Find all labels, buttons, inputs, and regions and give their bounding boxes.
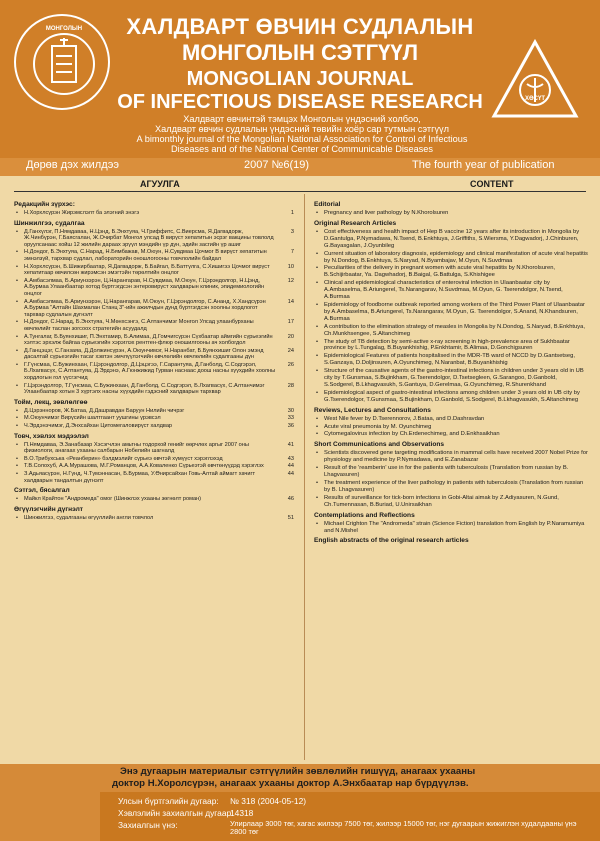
contents-entry bbox=[14, 229, 294, 249]
entry-page-number: 10 bbox=[287, 263, 294, 270]
entry-text: Cytomegalovirus infection by Ch.Erdenechimeg, and D.Enkhsaikhan bbox=[324, 431, 500, 438]
entry-text: Д.Цэрэнноров, Ж.Батаа, Д.Дашравдан Баруун Нилийн чичрэг bbox=[24, 407, 185, 414]
entry-text: Current situation of laboratory diagnosis, epidemiology and clinical manifestation of acute viral hepatitis by N.Dondog, B.Enkhtuya, S.Naryad, N.Byambajav, M.Oyun, N.Suvdmaa bbox=[324, 250, 588, 264]
entry-text: Н.Дондог, Б.Энхтуяа, С.Нарад, Н.Бямбажав, М.Оюун, Н.Сувдмаа Цочмог В вирүст хепатитын эмнэлзүй, тархвар судлал, лабораторийн оношлогооны товчлолийн байдал bbox=[24, 249, 267, 262]
contents-entry bbox=[314, 210, 588, 217]
column-divider bbox=[304, 194, 305, 760]
entry-text: Epidemiology of foodborne outbreak reported among workers of the Third Power Plant of Ulaanbaatar by A.Ambaselma, B.Ariungerel, Ts.Narangarav, M.Oyun, G. Tserendolgor, S.Anand, N.Khandsuren, A.Burmaa bbox=[324, 301, 585, 322]
entry-text: Д.Ганцэцэг, С.Ганзаяа, Д.Должинсүрэн, А.Оюунчимэг, Н.Наранбат, Б.Буянхишиг Олон эмэнд дасалтай сүрьеэгийн тасаг хэвтэн эмчлүүлэгчийн өвчлөлийн өвчлөлийн судалгааны дүн bbox=[24, 347, 264, 361]
entry-page-number: 14 bbox=[287, 298, 294, 305]
contents-section bbox=[314, 201, 588, 217]
contents-entry bbox=[314, 495, 588, 509]
section-title: Тойм, лекц, зөвлөлгөө bbox=[14, 398, 88, 406]
section-title: Сэтгэл, бясалгал bbox=[14, 487, 70, 495]
entry-page-number: 17 bbox=[287, 319, 294, 326]
contents-section bbox=[14, 201, 294, 217]
registration-value: № 318 (2004-05-12) bbox=[230, 796, 307, 806]
entry-page-number: 12 bbox=[287, 277, 294, 284]
entry-text: Michael Crighton The "Andromeda" strain (Science Fiction) translation from English by P.Naramumiya and N.Mishel bbox=[324, 520, 585, 534]
entry-text: А.Тунгалаг, Б.Буянхишиг, П.Энхтамир, Б.Алимаа, Д.Гомчигсүрэн Сүхбаатар аймгийн сүрьеэгийн хэлтэс эрхэлж байгаа сүрьеэгийн хэрэглэх рентген-флюр оношилгооны ач холбогдол bbox=[24, 333, 273, 347]
contents-heading-mn: АГУУЛГА bbox=[140, 179, 180, 189]
entry-text: Clinical and epidemiological characteristics of enteroviral infection in Ulaanbaatar city by A.Ambaselma, B.Ariungerel, Ts.Narangarav, N.Suvdmaa, M.Oyun, G. Tserendolgor, N.Tsend, A.Burmaa bbox=[324, 280, 563, 301]
entry-page-number: 1 bbox=[290, 210, 294, 216]
contents-entry bbox=[314, 265, 588, 279]
entry-page-number: 44 bbox=[287, 463, 294, 470]
entry-text: Т.В.Солохуб, А.А.Мурашова, М.Г.Романцов, А.А.Коваленко Сүрьеэтэй өвчтөнүүдэд хэрэглэх bbox=[24, 463, 264, 470]
contents-entry bbox=[14, 348, 294, 361]
contents-right-column bbox=[314, 198, 588, 545]
price-value: Улирлаар 3000 төг, хагас жилээр 7500 төг, жилээр 15000 төг, нэг дугаарын жижиглэн худалдааны үнэ 2800 төг bbox=[230, 819, 577, 836]
contents-left-column bbox=[14, 198, 294, 521]
section-title: Шинжилгээ, судалгаа bbox=[14, 219, 85, 227]
contents-divider bbox=[14, 191, 586, 192]
section-title: Reviews, Lectures and Consultations bbox=[314, 406, 431, 414]
entry-page-number: 43 bbox=[287, 455, 294, 462]
section-title: Editorial bbox=[314, 201, 341, 208]
cover-header bbox=[0, 0, 600, 158]
contents-heading-en: CONTENT bbox=[470, 179, 514, 189]
entry-text: Acute viral pneumonia by M. Oyunchimeg bbox=[324, 423, 432, 430]
entry-text: Pregnancy and liver pathology by N.Khorolsuren bbox=[324, 210, 449, 216]
contents-entry bbox=[314, 251, 588, 265]
contents-entry bbox=[314, 450, 588, 464]
cover-footer bbox=[0, 764, 600, 841]
contents-entry bbox=[14, 496, 294, 503]
entry-text: Г.Цэрэндолгор, Т.Гүнсмаа, С.Бужинхаан, Д.Ганболд, С.Содгэрэл, Б.Лхагвасүх, С.Алтанчимэг Улаанбаатар хотын 3 хүртэлх насны хүүхдийн гэдэсний халдварын тархвар bbox=[24, 382, 265, 396]
entry-text: Results of surveillance for tick-born infections in Gobi-Altai aimak by Z.Adiyasuren, N.Gund, Ch.Tumennasan, B.Buriad, U.Unirsaikhan bbox=[324, 494, 559, 508]
contents-entry bbox=[314, 229, 588, 250]
contents-entry bbox=[14, 423, 294, 430]
entry-text: З.Адьяасүрэн, Н.Гүнд, Ч.Түмэннасан, Б.Бурмаа, У.Өнирсайхан Говь-Алтай аймагт хачигт халдварын тандалтын дүгнэлт bbox=[24, 471, 256, 484]
entry-text: A contribution to the elimination strategy of measles in Mongolia by N.Dondog, S.Naryad, B.Enkhtuya, Ch.Munkhsengee, S.Altanchimeg bbox=[324, 323, 586, 337]
contents-entry bbox=[14, 463, 294, 470]
title-mongolian-line2: МОНГОЛЫН СЭТГҮҮЛ bbox=[181, 40, 419, 65]
contents-section bbox=[314, 407, 588, 439]
year-right-label: The fourth year of publication bbox=[412, 159, 555, 171]
entry-page-number: 33 bbox=[287, 415, 294, 422]
entry-text: Н.Дондог, С.Нарад, Б.Энхтуяа, Ч.Мөнхсэнгэ, С.Алтанчимэг Монгол Улсад улаанбурханы өвчлөлийг таслан зогсоох стратегийн асуудалд bbox=[24, 319, 254, 332]
entry-text: А.Амбасэлмаа, Б.Ариунзэрэн, Ц.Нарангарав, М.Оюун, Г.Цэрэндолгор, С.Ананд, Х.Хандсүрэн А.Бурмаа "Алтайн Шахмалан Станц 3"-ийн ажилчдын дунд бүртгэгдсэн хоолны хордлогот тархвар судлалын дүгнэлт bbox=[24, 298, 266, 318]
price-label: Захиалгын үнэ: bbox=[118, 820, 178, 830]
registration-label: Улсын бүртгэлийн дугаар: bbox=[118, 796, 219, 806]
entry-page-number: 20 bbox=[287, 333, 294, 340]
entry-text: The treatment experience of the liver pathology in patients with tuberculosis (Translation from russian by B. Lhagvasuren) bbox=[324, 480, 584, 493]
entry-page-number: 28 bbox=[287, 382, 294, 389]
entry-text: Cost effectiveness and health impact of Hep B vaccine 12 years after its introduction in Mongolia by D.Gantulga, P.Nymadawa, N.Tsend, B.Enkhtuya, J.Griffiths, S.Wiersma, Y.Dagwadorj, J.Chinburen, G.Bayasgalan, J.Oyunbileg bbox=[324, 228, 580, 249]
contents-entry bbox=[14, 471, 294, 484]
contents-section bbox=[14, 433, 294, 485]
contents-entry bbox=[314, 324, 588, 338]
contents-section bbox=[14, 506, 294, 522]
entry-page-number: 46 bbox=[287, 496, 294, 503]
contents-section bbox=[314, 537, 588, 545]
contents-entry bbox=[314, 480, 588, 494]
contents-entry bbox=[14, 210, 294, 217]
contents-entry bbox=[14, 415, 294, 422]
entry-text: West Nile fever by D.Tserennorov, J.Bataa, and D.Dashravdan bbox=[324, 415, 485, 422]
contents-entry bbox=[314, 368, 588, 389]
entry-page-number: 44 bbox=[287, 471, 294, 477]
entry-page-number: 30 bbox=[287, 407, 294, 414]
entry-page-number: 24 bbox=[287, 347, 294, 354]
contents-entry bbox=[314, 280, 588, 301]
entry-text: В.О.Трибухська «Реанберин» бэлдмэлийг сүрьеэ өвчтэй хүмүүст хэрэглэхэд bbox=[24, 455, 223, 462]
contents-entry bbox=[314, 353, 588, 367]
entry-page-number: 7 bbox=[290, 249, 294, 256]
contents-entry bbox=[14, 299, 294, 319]
entry-page-number: 3 bbox=[290, 228, 294, 235]
title-mongolian-line1: ХАЛДВАРТ ӨВЧИН СУДЛАЛЫН bbox=[126, 14, 474, 39]
entry-text: The study of TB detection by semi-active x-ray screening in high-prevalence area of Sukhbaatar province by L.Tungalag, B.Buyankhishig, P.Enkhtamir, B.Alimaa, D.Gonchigsuren bbox=[324, 338, 570, 352]
entry-text: Structure of the causative agents of the gastro-intestinal infections in children under 3 years old in UB city by T.Gunsmaa, S.Bujinkham, G.Tserendolgor, D.Tsetsegleen, G.Sarangoo, D.Ganbold, S.Sodgerel, B.Lkhagvasukh, S.Gantuya, D.Gerelmaa, G.Oyunchimeg, R.Shurenkhand bbox=[324, 368, 584, 388]
contents-entry bbox=[314, 416, 588, 423]
contents-entry bbox=[14, 249, 294, 262]
subscription-label: Хэвлэлийн захиалгын дугаар: bbox=[118, 808, 234, 818]
contents-entry bbox=[14, 264, 294, 277]
footer-credit-line2: доктор Н.Хоролсүрэн, анагаах ухааны доктор А.Энхбаатар нар бүрдүүлэв. bbox=[112, 778, 469, 789]
entry-text: Scientists discovered gene targeting modifications in mammal cells have received 2007 Nobel Prize for physiology and medicine by P.Nymadawa, and E.Zanabazar bbox=[324, 450, 588, 464]
entry-page-number: 36 bbox=[287, 423, 294, 430]
entry-text: П.Нямдаваа, Э.Занабазар Хэсэгчлэн амьтны тодорхой генийг өөрчлөх аргыг 2007 оны физиологи, анагаах ухааны салбарын Нобелийн шагналд bbox=[24, 441, 249, 455]
triangle-logo-icon bbox=[490, 38, 580, 122]
issue-number: 2007 №6(19) bbox=[244, 159, 310, 171]
entry-text: Г.Гүнсмаа, С.Бужинхаан, Г.Цэрэндолгор, Д.Цэцэгээ, Г.Сарантуяа, Д.Ганболд, С.Содгэрэл, Б.Лхагвасүх, С.Алтантуяа, Д.Эрдэнэ, А.Гюнжижид Гурван наснаас доош насны хүүхдийн хоолны хордлогын гол үүсгэгчид bbox=[24, 361, 276, 382]
entry-page-number: 41 bbox=[287, 441, 294, 448]
entry-page-number: 51 bbox=[287, 514, 294, 521]
section-title: Short Communications and Observations bbox=[314, 441, 445, 449]
contents-entry bbox=[14, 278, 294, 298]
contents-entry bbox=[314, 424, 588, 431]
subtitle-line1: Халдварт өвчинтэй тэмцэх Монголын үндэсний холбоо, bbox=[183, 114, 421, 124]
contents-entry bbox=[14, 334, 294, 347]
subtitle-line4: Diseases and of the National Center of Communicable Diseases bbox=[171, 144, 433, 154]
entry-page-number: 26 bbox=[287, 361, 294, 368]
title-english-line2: OF INFECTIOUS DISEASE RESEARCH bbox=[117, 91, 483, 113]
section-title: Редакцийн зүрхэс: bbox=[14, 201, 75, 208]
entry-text: Epidemiological aspect of gastro-intestinal infections among children under 3 years old in UB city by G.Tserendolgor, T.Gunsmaa, S.Bujinkham, D.Ganbold, S.Sodgerel, B.Lkhagvasukh, S.Altanchimeg bbox=[324, 389, 580, 403]
entry-text: Epidemiological Features of patients hospitalised in the MDR-TB ward of NCCD by D.Gantsetseg, S.Ganzaya, D.Doljinsuren, A.Oyunchimeg, N.Naranbat, B.Buyankhishig bbox=[324, 353, 575, 367]
logo-left-text: МОНГОЛЫН bbox=[45, 26, 83, 32]
entry-text: Майкл Крайтон "Андромеда" омог (Шинжлэх ухааны зөгнөлт роман) bbox=[24, 496, 202, 503]
title-english-line1: MONGOLIAN JOURNAL bbox=[186, 68, 414, 90]
issue-bar bbox=[0, 158, 600, 174]
contents-entry bbox=[14, 515, 294, 522]
contents-entry bbox=[314, 465, 588, 479]
table-of-contents bbox=[0, 176, 600, 764]
entry-text: Result of the 'reamberin' use in for the patients with tuberculosis (Translation from russian by B. Lhagvasuren) bbox=[324, 465, 569, 479]
center-logo bbox=[490, 38, 580, 122]
contents-entry bbox=[14, 362, 294, 382]
association-logo bbox=[14, 14, 110, 110]
entry-text: А.Амбасэлмаа, Б.Ариунзэрэн, Ц.Нарангарав, Н.Сувдмаа, М.Оюун, Г.Цэрэндолгор, Н.Цэнд, А.Бурмаа Улаанбаатар хотод бүртгэгдсэн энтеровирүст халдварын клиник, эпидемиологийн онцлог bbox=[24, 277, 265, 297]
entry-text: Н.Хорхлсүрэн, Б.Шижирбаатар, Я.Дагвадорж, Б.Байгал, Б.Баттүлга, С.Хишигээ Цочмог вирүст хепатитаар өвчилсөн жирэмсэн эмэгтэйн төрөлтийн онцлог bbox=[24, 263, 270, 277]
entry-text: Peculiarities of the delivery in pregnant women with acute viral hepatitis by N.Khorolsuren, B.Schijirbaatar, Ya. Dagwhadorj, B.Baigal, G.Battulga, S.Khishigee bbox=[324, 265, 556, 279]
contents-section bbox=[314, 512, 588, 535]
contents-entry bbox=[314, 431, 588, 438]
contents-entry bbox=[14, 383, 294, 396]
entry-text: Ч.Эрдэнэчимэг, Д.Энхсайхан Цитомегаловирүст халдвар bbox=[24, 423, 173, 430]
contents-section bbox=[314, 441, 588, 508]
contents-section bbox=[14, 220, 294, 396]
footer-credit-line1: Энэ дугаарын материалыг сэтгүүлийн зөвлөлийн гишүүд, анагаах ухааны bbox=[120, 766, 476, 777]
section-title: English abstracts of the original research articles bbox=[314, 537, 469, 545]
section-title: Өгүүлэгчийн дүгнэлт bbox=[14, 505, 84, 513]
year-left-label: Дөрөв дэх жилдээ bbox=[26, 159, 119, 171]
section-title: Товч, хэвлэх мэдээлэл bbox=[14, 432, 89, 440]
subtitle-line2: Халдварт өвчин судлалын үндэсний төвийн хоёр сар тутмын сэтгүүл bbox=[154, 124, 450, 134]
contents-section bbox=[14, 399, 294, 430]
contents-entry bbox=[314, 521, 588, 535]
contents-section bbox=[314, 220, 588, 404]
entry-text: Шинжилгээ, судалгааны өгүүллийн англи товчлол bbox=[24, 514, 154, 521]
subscription-value: 14318 bbox=[230, 808, 254, 818]
contents-section bbox=[14, 487, 294, 503]
contents-entry bbox=[314, 339, 588, 353]
contents-entry bbox=[14, 319, 294, 332]
section-title: Contemplations and Reflections bbox=[314, 511, 415, 519]
subtitle-line3: A bimonthly journal of the Mongolian National Association for Control of Infectious bbox=[136, 134, 468, 144]
logo-right-text: ХӨСҮТ bbox=[524, 96, 545, 102]
contents-entry bbox=[314, 302, 588, 323]
section-title: Original Research Articles bbox=[314, 219, 397, 227]
entry-text: Н.Хорхлсүрэн Жирэмслэлт ба элэгний энэгэ bbox=[24, 210, 140, 216]
entry-text: М.Оюунчимэг Вирүсийн шалтгаант уушгины үрэвсэл bbox=[24, 415, 161, 422]
contents-entry bbox=[314, 390, 588, 404]
entry-text: Д.Ганхүлэг, П.Нямдаваа, Н.Цэнд, Б.Энхтуяа, Ч.Гриффитс, С.Виерсма, Я.Дагвадорж, Ж.Чинбүрэн, Г.Баясгалан, Ж.Очирбат Монгол улсад В вирүст хепатитын эсрэг вакцины товлолд оруулсанаас хойш 12 жилийн дараах эрүүл мэндийн үр дүн, эдийн засгийн үр ашиг bbox=[24, 228, 274, 248]
footer-info-table bbox=[100, 792, 600, 841]
contents-entry bbox=[14, 408, 294, 415]
contents-entry bbox=[14, 442, 294, 455]
contents-entry bbox=[14, 456, 294, 463]
